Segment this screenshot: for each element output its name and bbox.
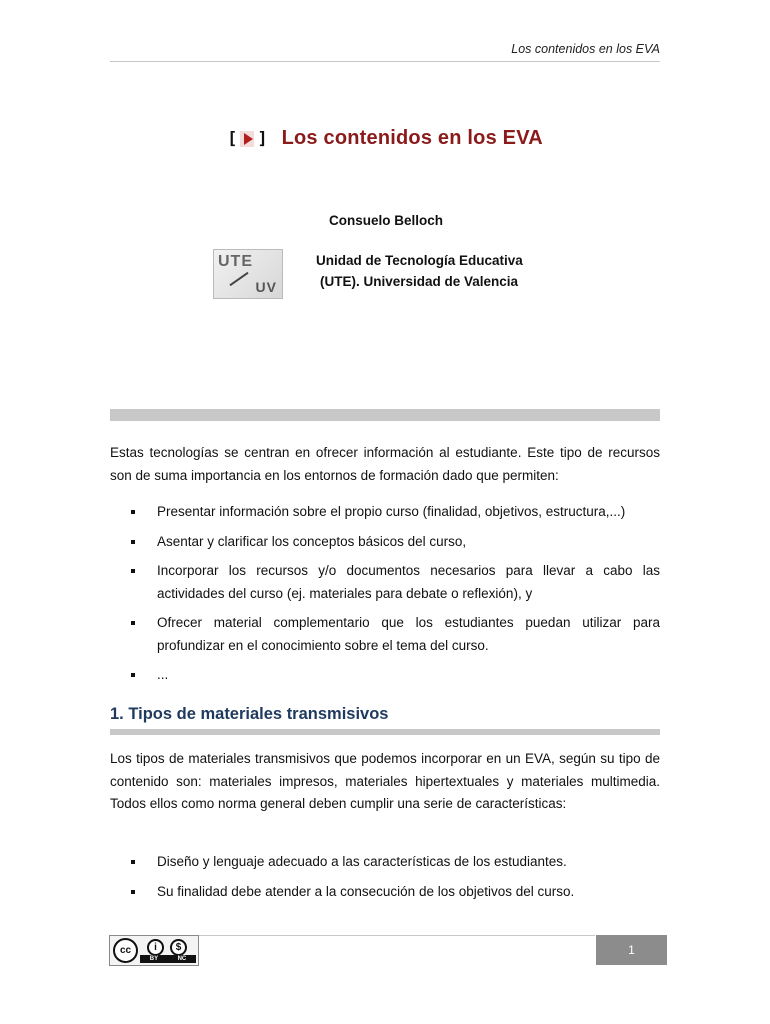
list-item: Presentar información sobre el propio curso (finalidad, objetivos, estructura,...)	[110, 501, 660, 524]
section-heading-rule	[110, 729, 660, 735]
section-bullet-list	[110, 851, 660, 903]
bullet-icon	[131, 673, 135, 677]
noncommercial-icon: $	[170, 939, 187, 956]
bullet-icon	[131, 621, 135, 625]
list-item: Asentar y clarificar los conceptos básicos del curso,	[110, 531, 660, 554]
ute-uv-logo	[213, 249, 283, 299]
bracket-play-icon: [ ]	[227, 128, 268, 149]
creative-commons-by-nc-badge	[109, 935, 199, 966]
logo-bottom-text: UV	[255, 279, 277, 295]
license-strip: BY NC	[140, 955, 196, 963]
header-rule	[110, 61, 660, 62]
list-item: ...	[110, 664, 660, 687]
section-heading: 1. Tipos de materiales transmisivos	[110, 705, 389, 723]
affiliation-line-2: (UTE). Universidad de Valencia	[320, 274, 519, 289]
affiliation	[316, 250, 523, 292]
running-header: Los contenidos en los EVA	[511, 42, 660, 56]
document-title: Los contenidos en los EVA	[281, 127, 543, 149]
bullet-icon	[131, 860, 135, 864]
list-item: Su finalidad debe atender a la consecución de los objetivos del curso.	[110, 881, 660, 904]
cc-icon: cc	[113, 938, 138, 963]
section-paragraph: Los tipos de materiales transmisivos que podemos incorporar en un EVA, según su tipo de contenido son: materiales impresos, materiales hipertextuales y materiales multimedia. Todos ellos como norma general deben cumplir una serie de características:	[110, 751, 660, 811]
intro-bullet-list	[110, 501, 660, 687]
bullet-icon	[131, 540, 135, 544]
bullet-icon	[131, 569, 135, 573]
intro-paragraph: Estas tecnologías se centran en ofrecer información al estudiante. Este tipo de recursos son de suma importancia en los entornos de formación dado que permiten:	[110, 445, 660, 483]
title-row	[0, 127, 770, 150]
page-number: 1	[596, 935, 667, 965]
list-item: Diseño y lenguaje adecuado a las características de los estudiantes.	[110, 851, 660, 874]
attribution-icon: i	[147, 939, 164, 956]
section-divider-band	[110, 409, 660, 421]
affiliation-line-1: Unidad de Tecnología Educativa	[316, 253, 523, 268]
author-name: Consuelo Belloch	[329, 213, 444, 228]
bullet-icon	[131, 510, 135, 514]
list-item: Ofrecer material complementario que los estudiantes puedan utilizar para profundizar en el conocimiento sobre el tema del curso.	[110, 612, 660, 657]
list-item: Incorporar los recursos y/o documentos necesarios para llevar a cabo las actividades del curso (ej. materiales para debate o reflexión), y	[110, 560, 660, 605]
logo-top-text: UTE	[218, 253, 253, 270]
bullet-icon	[131, 890, 135, 894]
